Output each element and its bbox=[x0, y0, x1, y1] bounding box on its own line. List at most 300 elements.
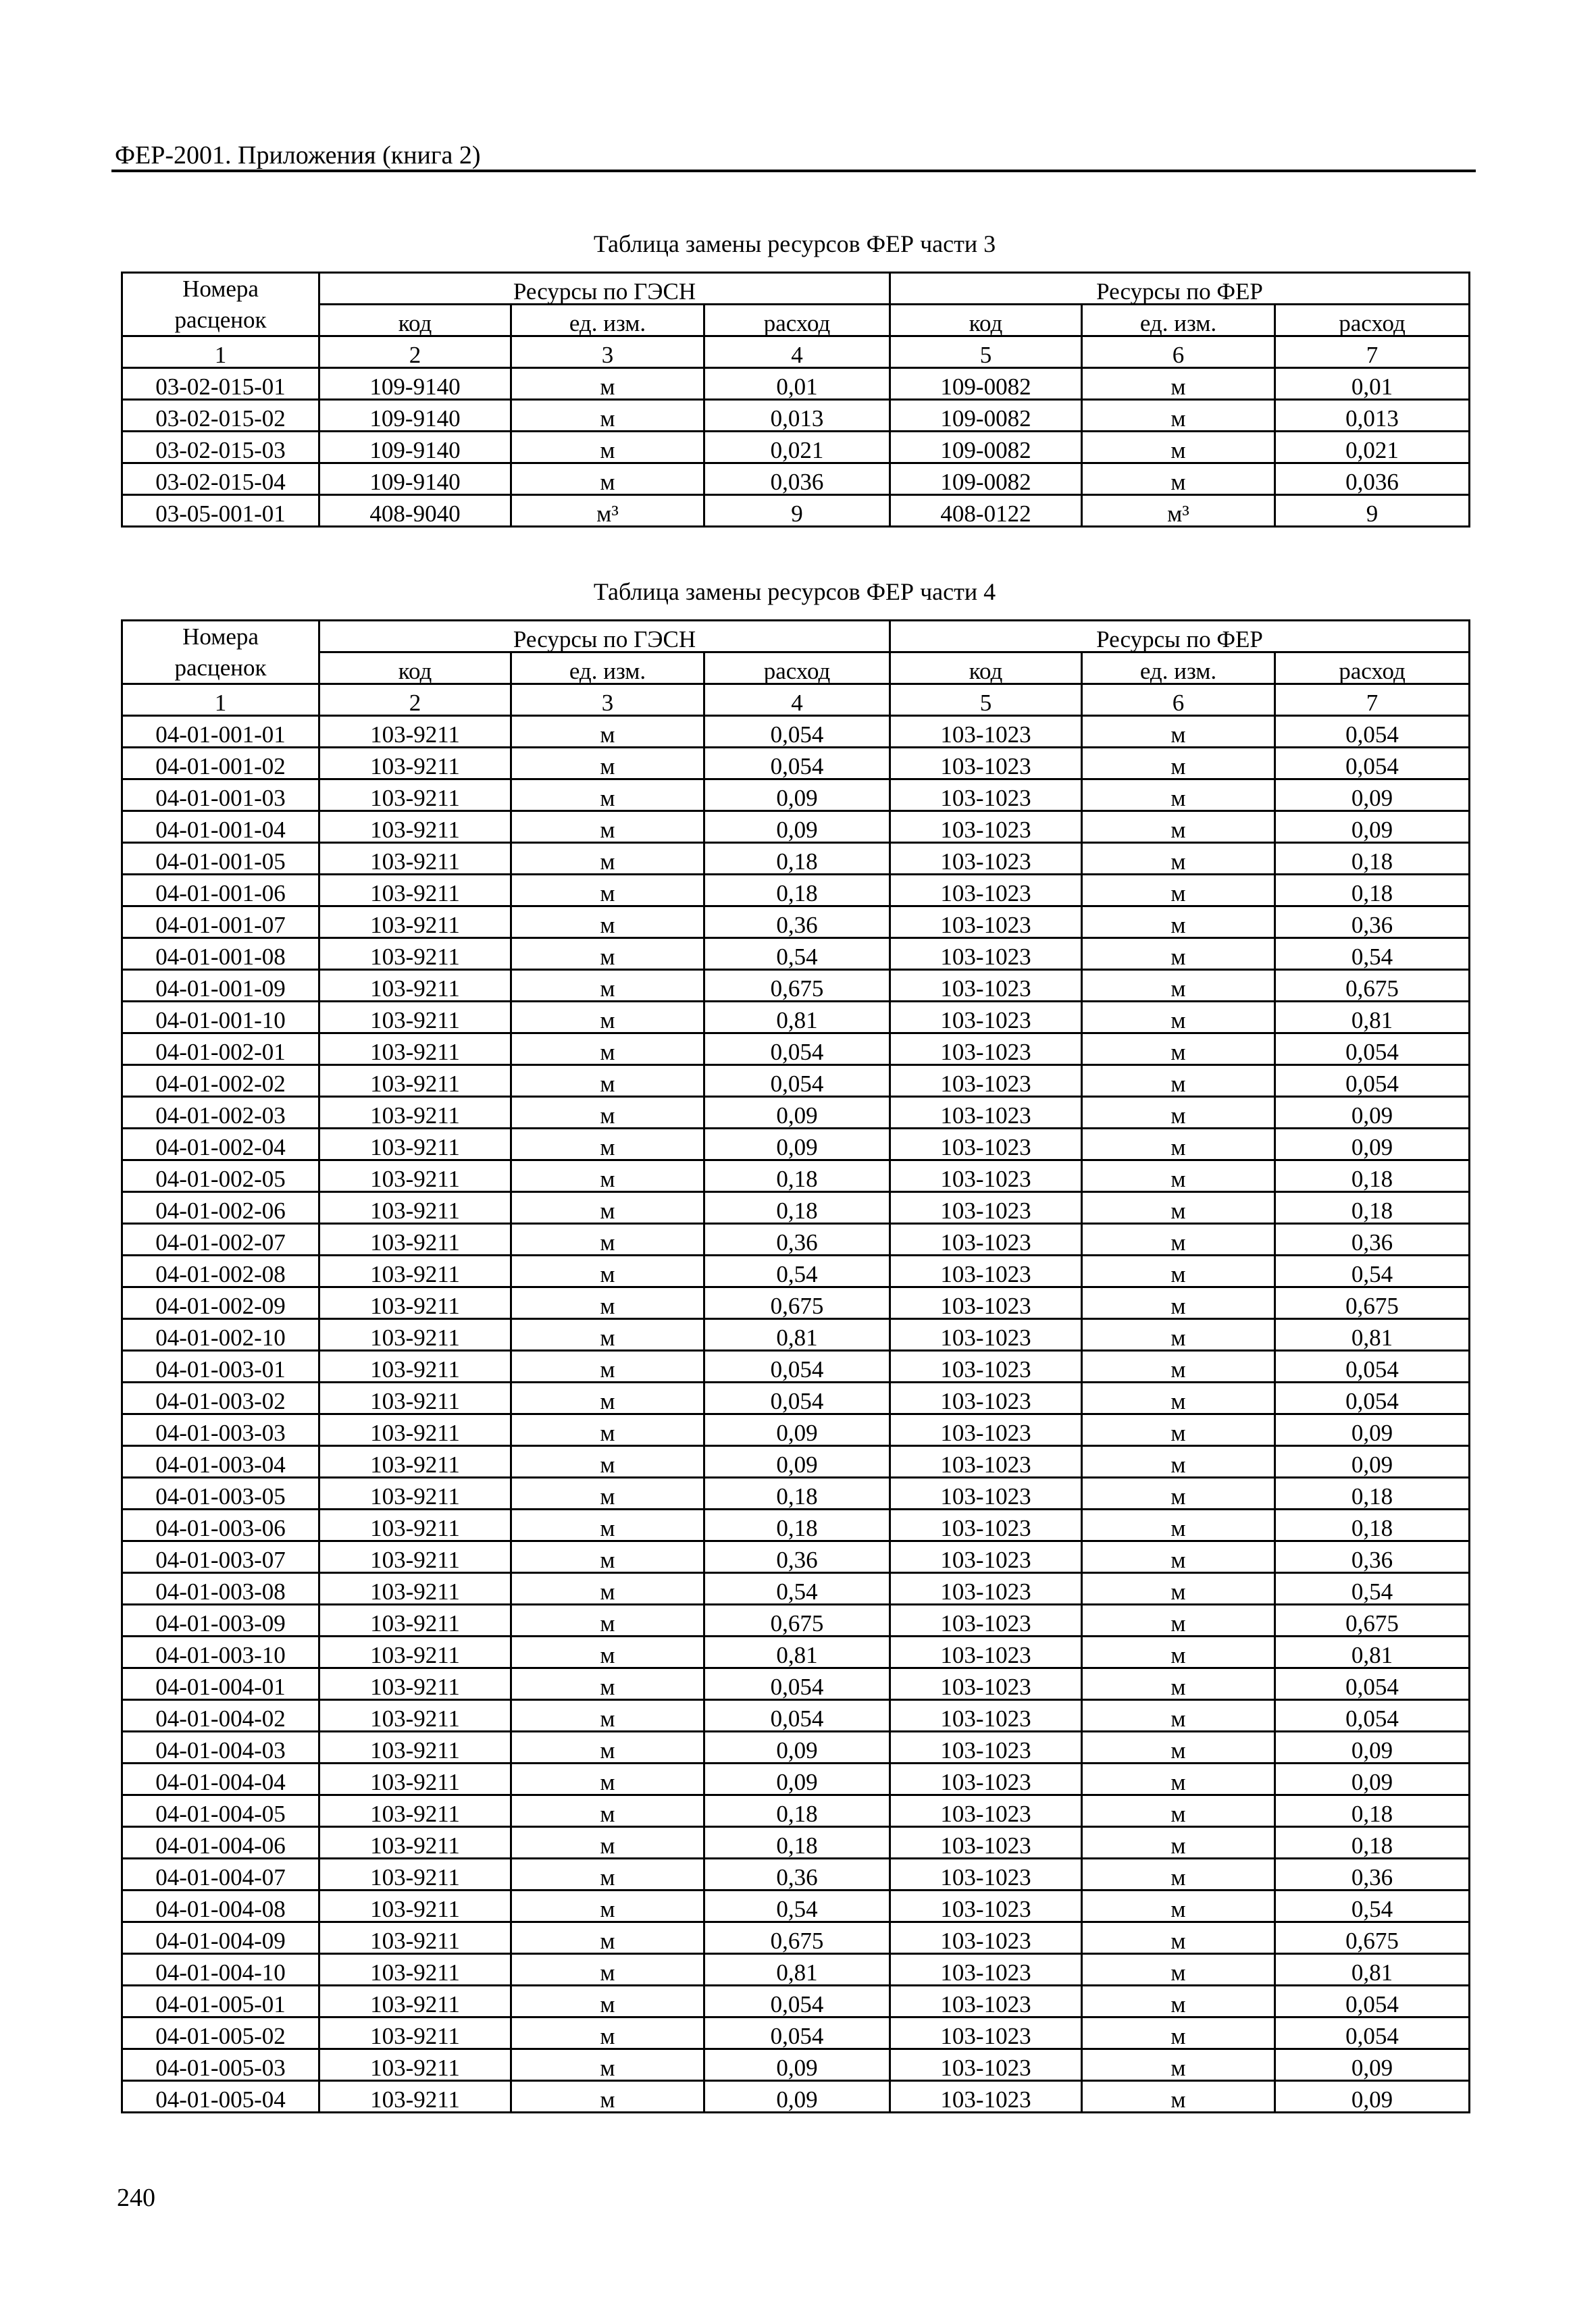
rate-number: 03-02-015-02 bbox=[122, 400, 319, 432]
table-row bbox=[122, 1129, 1470, 1160]
fer-consumption: 0,01 bbox=[1275, 368, 1470, 400]
fer-consumption: 0,021 bbox=[1275, 432, 1470, 463]
gesn-consumption: 0,54 bbox=[704, 1256, 890, 1287]
gesn-consumption: 0,81 bbox=[704, 1954, 890, 1986]
gesn-consumption: 0,01 bbox=[704, 368, 890, 400]
fer-unit: м bbox=[1082, 1700, 1275, 1732]
fer-unit: м bbox=[1082, 1732, 1275, 1764]
fer-code: 103-1023 bbox=[890, 970, 1082, 1002]
fer-code: 103-1023 bbox=[890, 1414, 1082, 1446]
header-rate-numbers-line2: расценок bbox=[174, 306, 267, 333]
fer-code: 103-1023 bbox=[890, 1383, 1082, 1414]
fer-unit: м³ bbox=[1082, 495, 1275, 527]
header-row-columns bbox=[122, 305, 1470, 336]
rate-number: 04-01-002-03 bbox=[122, 1097, 319, 1129]
fer-consumption: 0,675 bbox=[1275, 1605, 1470, 1637]
fer-code: 103-1023 bbox=[890, 2049, 1082, 2081]
rate-number: 04-01-004-03 bbox=[122, 1732, 319, 1764]
fer-code: 103-1023 bbox=[890, 1192, 1082, 1224]
fer-consumption: 0,054 bbox=[1275, 1383, 1470, 1414]
fer-consumption: 0,054 bbox=[1275, 1700, 1470, 1732]
fer-consumption: 0,09 bbox=[1275, 1764, 1470, 1795]
column-number: 7 bbox=[1275, 684, 1470, 716]
fer-unit: м bbox=[1082, 716, 1275, 748]
fer-code: 103-1023 bbox=[890, 1256, 1082, 1287]
gesn-unit: м bbox=[511, 432, 704, 463]
column-number: 2 bbox=[319, 336, 511, 368]
header-gesn-resources: Ресурсы по ГЭСН bbox=[319, 273, 890, 305]
rate-number: 04-01-002-10 bbox=[122, 1319, 319, 1351]
fer-consumption: 0,675 bbox=[1275, 1287, 1470, 1319]
table-row bbox=[122, 1795, 1470, 1827]
gesn-consumption: 0,18 bbox=[704, 1795, 890, 1827]
fer-code: 103-1023 bbox=[890, 1922, 1082, 1954]
fer-consumption: 0,81 bbox=[1275, 1954, 1470, 1986]
fer-consumption: 9 bbox=[1275, 495, 1470, 527]
gesn-unit: м bbox=[511, 1224, 704, 1256]
gesn-unit: м bbox=[511, 1573, 704, 1605]
fer-unit: м bbox=[1082, 1256, 1275, 1287]
column-number: 2 bbox=[319, 684, 511, 716]
gesn-consumption: 0,09 bbox=[704, 1446, 890, 1478]
header-row-groups bbox=[122, 273, 1470, 305]
table-row bbox=[122, 811, 1470, 843]
gesn-code: 109-9140 bbox=[319, 368, 511, 400]
header-fer-consumption: расход bbox=[1275, 305, 1470, 336]
fer-unit: м bbox=[1082, 1097, 1275, 1129]
gesn-code: 103-9211 bbox=[319, 1033, 511, 1065]
rate-number: 04-01-002-01 bbox=[122, 1033, 319, 1065]
fer-code: 103-1023 bbox=[890, 1065, 1082, 1097]
table-row bbox=[122, 1319, 1470, 1351]
table-row bbox=[122, 1414, 1470, 1446]
rate-number: 04-01-004-06 bbox=[122, 1827, 319, 1859]
gesn-code: 103-9211 bbox=[319, 1605, 511, 1637]
fer-code: 103-1023 bbox=[890, 1129, 1082, 1160]
gesn-code: 103-9211 bbox=[319, 1224, 511, 1256]
table-row bbox=[122, 716, 1470, 748]
rate-number: 03-02-015-01 bbox=[122, 368, 319, 400]
fer-consumption: 0,054 bbox=[1275, 716, 1470, 748]
fer-consumption: 0,36 bbox=[1275, 1541, 1470, 1573]
fer-unit: м bbox=[1082, 1605, 1275, 1637]
fer-code: 103-1023 bbox=[890, 1541, 1082, 1573]
rate-number: 04-01-005-04 bbox=[122, 2081, 319, 2113]
gesn-unit: м bbox=[511, 1954, 704, 1986]
fer-unit: м bbox=[1082, 938, 1275, 970]
gesn-unit: м bbox=[511, 1922, 704, 1954]
gesn-code: 103-9211 bbox=[319, 875, 511, 906]
fer-code: 103-1023 bbox=[890, 875, 1082, 906]
gesn-code: 103-9211 bbox=[319, 1129, 511, 1160]
fer-unit: м bbox=[1082, 1160, 1275, 1192]
gesn-unit: м bbox=[511, 368, 704, 400]
fer-code: 408-0122 bbox=[890, 495, 1082, 527]
gesn-unit: м bbox=[511, 811, 704, 843]
gesn-unit: м bbox=[511, 875, 704, 906]
gesn-unit: м bbox=[511, 463, 704, 495]
rate-number: 04-01-001-03 bbox=[122, 779, 319, 811]
gesn-code: 103-9211 bbox=[319, 1795, 511, 1827]
table-row bbox=[122, 875, 1470, 906]
fer-code: 103-1023 bbox=[890, 1668, 1082, 1700]
gesn-unit: м bbox=[511, 1160, 704, 1192]
gesn-consumption: 0,54 bbox=[704, 938, 890, 970]
gesn-consumption: 0,36 bbox=[704, 1224, 890, 1256]
fer-consumption: 0,054 bbox=[1275, 748, 1470, 779]
header-row-numbers bbox=[122, 684, 1470, 716]
fer-code: 103-1023 bbox=[890, 1700, 1082, 1732]
gesn-unit: м bbox=[511, 1732, 704, 1764]
gesn-unit: м bbox=[511, 1319, 704, 1351]
gesn-unit: м bbox=[511, 1859, 704, 1891]
fer-code: 103-1023 bbox=[890, 1954, 1082, 1986]
fer-consumption: 0,36 bbox=[1275, 1859, 1470, 1891]
gesn-code: 103-9211 bbox=[319, 1827, 511, 1859]
gesn-unit: м bbox=[511, 1065, 704, 1097]
fer-unit: м bbox=[1082, 1446, 1275, 1478]
fer-unit: м bbox=[1082, 1922, 1275, 1954]
fer-unit: м bbox=[1082, 779, 1275, 811]
gesn-unit: м bbox=[511, 1287, 704, 1319]
gesn-consumption: 0,675 bbox=[704, 1605, 890, 1637]
gesn-unit: м bbox=[511, 1668, 704, 1700]
fer-unit: м bbox=[1082, 368, 1275, 400]
gesn-unit: м bbox=[511, 1827, 704, 1859]
table-row bbox=[122, 970, 1470, 1002]
fer-unit: м bbox=[1082, 1414, 1275, 1446]
column-number: 7 bbox=[1275, 336, 1470, 368]
gesn-unit: м bbox=[511, 1541, 704, 1573]
rate-number: 04-01-004-04 bbox=[122, 1764, 319, 1795]
gesn-consumption: 0,054 bbox=[704, 1700, 890, 1732]
rate-number: 04-01-003-01 bbox=[122, 1351, 319, 1383]
gesn-consumption: 0,675 bbox=[704, 970, 890, 1002]
rate-number: 04-01-003-07 bbox=[122, 1541, 319, 1573]
gesn-consumption: 0,09 bbox=[704, 1732, 890, 1764]
fer-code: 103-1023 bbox=[890, 2017, 1082, 2049]
fer-code: 103-1023 bbox=[890, 748, 1082, 779]
fer-code: 103-1023 bbox=[890, 1859, 1082, 1891]
gesn-code: 103-9211 bbox=[319, 1478, 511, 1510]
fer-unit: м bbox=[1082, 432, 1275, 463]
gesn-code: 103-9211 bbox=[319, 1891, 511, 1922]
fer-consumption: 0,81 bbox=[1275, 1637, 1470, 1668]
fer-code: 103-1023 bbox=[890, 1795, 1082, 1827]
fer-code: 103-1023 bbox=[890, 906, 1082, 938]
running-head-title: ФЕР-2001. Приложения (книга 2) bbox=[115, 141, 481, 170]
fer-code: 103-1023 bbox=[890, 1605, 1082, 1637]
rate-number: 04-01-003-03 bbox=[122, 1414, 319, 1446]
gesn-unit: м bbox=[511, 2017, 704, 2049]
header-fer-consumption: расход bbox=[1275, 652, 1470, 684]
rate-number: 04-01-001-09 bbox=[122, 970, 319, 1002]
gesn-code: 103-9211 bbox=[319, 1097, 511, 1129]
table-row bbox=[122, 779, 1470, 811]
header-rate-numbers bbox=[122, 621, 319, 684]
header-fer-code: код bbox=[890, 652, 1082, 684]
rate-number: 04-01-004-08 bbox=[122, 1891, 319, 1922]
gesn-consumption: 0,18 bbox=[704, 875, 890, 906]
table-row bbox=[122, 938, 1470, 970]
fer-unit: м bbox=[1082, 811, 1275, 843]
fer-code: 109-0082 bbox=[890, 368, 1082, 400]
gesn-unit: м bbox=[511, 1986, 704, 2017]
fer-unit: м bbox=[1082, 463, 1275, 495]
gesn-consumption: 0,054 bbox=[704, 1351, 890, 1383]
gesn-consumption: 0,54 bbox=[704, 1891, 890, 1922]
table-row bbox=[122, 1922, 1470, 1954]
fer-unit: м bbox=[1082, 843, 1275, 875]
column-number: 5 bbox=[890, 336, 1082, 368]
gesn-consumption: 0,81 bbox=[704, 1319, 890, 1351]
fer-consumption: 0,18 bbox=[1275, 1160, 1470, 1192]
gesn-code: 103-9211 bbox=[319, 1351, 511, 1383]
fer-unit: м bbox=[1082, 1668, 1275, 1700]
gesn-code: 103-9211 bbox=[319, 1256, 511, 1287]
gesn-consumption: 0,054 bbox=[704, 2017, 890, 2049]
header-gesn-unit: ед. изм. bbox=[511, 652, 704, 684]
table-row bbox=[122, 1827, 1470, 1859]
rate-number: 04-01-004-07 bbox=[122, 1859, 319, 1891]
fer-unit: м bbox=[1082, 1859, 1275, 1891]
fer-code: 103-1023 bbox=[890, 2081, 1082, 2113]
fer-consumption: 0,675 bbox=[1275, 1922, 1470, 1954]
fer-consumption: 0,054 bbox=[1275, 1351, 1470, 1383]
gesn-unit: м bbox=[511, 400, 704, 432]
gesn-consumption: 0,675 bbox=[704, 1287, 890, 1319]
fer-code: 103-1023 bbox=[890, 1637, 1082, 1668]
gesn-unit: м bbox=[511, 1002, 704, 1033]
fer-code: 109-0082 bbox=[890, 463, 1082, 495]
fer-consumption: 0,09 bbox=[1275, 1414, 1470, 1446]
rate-number: 04-01-005-02 bbox=[122, 2017, 319, 2049]
gesn-code: 103-9211 bbox=[319, 1065, 511, 1097]
fer-consumption: 0,81 bbox=[1275, 1319, 1470, 1351]
fer-code: 109-0082 bbox=[890, 432, 1082, 463]
column-number: 6 bbox=[1082, 684, 1275, 716]
header-fer-unit: ед. изм. bbox=[1082, 305, 1275, 336]
gesn-consumption: 0,054 bbox=[704, 1065, 890, 1097]
fer-consumption: 0,18 bbox=[1275, 1192, 1470, 1224]
table-row bbox=[122, 1097, 1470, 1129]
gesn-consumption: 0,054 bbox=[704, 1033, 890, 1065]
gesn-code: 103-9211 bbox=[319, 2049, 511, 2081]
fer-unit: м bbox=[1082, 1478, 1275, 1510]
fer-unit: м bbox=[1082, 1891, 1275, 1922]
fer-code: 103-1023 bbox=[890, 1224, 1082, 1256]
fer-consumption: 0,054 bbox=[1275, 1986, 1470, 2017]
gesn-unit: м bbox=[511, 1510, 704, 1541]
rate-number: 04-01-001-10 bbox=[122, 1002, 319, 1033]
header-gesn-code: код bbox=[319, 652, 511, 684]
fer-code: 103-1023 bbox=[890, 1891, 1082, 1922]
table-row bbox=[122, 368, 1470, 400]
fer-consumption: 0,054 bbox=[1275, 1668, 1470, 1700]
gesn-unit: м bbox=[511, 1192, 704, 1224]
column-number: 1 bbox=[122, 336, 319, 368]
gesn-unit: м bbox=[511, 1256, 704, 1287]
header-fer-resources: Ресурсы по ФЕР bbox=[890, 621, 1470, 652]
gesn-code: 103-9211 bbox=[319, 1859, 511, 1891]
table-row bbox=[122, 1383, 1470, 1414]
gesn-consumption: 0,054 bbox=[704, 1668, 890, 1700]
table-row bbox=[122, 1478, 1470, 1510]
fer-code: 103-1023 bbox=[890, 1287, 1082, 1319]
table4-caption: Таблица замены ресурсов ФЕР части 4 bbox=[593, 578, 996, 605]
header-fer-resources: Ресурсы по ФЕР bbox=[890, 273, 1470, 305]
fer-unit: м bbox=[1082, 400, 1275, 432]
rate-number: 04-01-005-01 bbox=[122, 1986, 319, 2017]
fer-unit: м bbox=[1082, 2049, 1275, 2081]
gesn-consumption: 0,09 bbox=[704, 2049, 890, 2081]
table-row bbox=[122, 1002, 1470, 1033]
rate-number: 04-01-001-04 bbox=[122, 811, 319, 843]
fer-consumption: 0,18 bbox=[1275, 1795, 1470, 1827]
gesn-consumption: 0,013 bbox=[704, 400, 890, 432]
fer-unit: м bbox=[1082, 1287, 1275, 1319]
table-row bbox=[122, 1859, 1470, 1891]
gesn-code: 103-9211 bbox=[319, 1986, 511, 2017]
fer-consumption: 0,013 bbox=[1275, 400, 1470, 432]
fer-code: 103-1023 bbox=[890, 1478, 1082, 1510]
column-number: 4 bbox=[704, 684, 890, 716]
gesn-code: 103-9211 bbox=[319, 970, 511, 1002]
gesn-consumption: 0,09 bbox=[704, 1414, 890, 1446]
table-row bbox=[122, 1954, 1470, 1986]
fer-unit: м bbox=[1082, 1795, 1275, 1827]
fer-code: 103-1023 bbox=[890, 1732, 1082, 1764]
rate-number: 04-01-002-09 bbox=[122, 1287, 319, 1319]
gesn-consumption: 0,09 bbox=[704, 1097, 890, 1129]
page-number: 240 bbox=[117, 2184, 155, 2212]
gesn-code: 103-9211 bbox=[319, 1668, 511, 1700]
table-part-3 bbox=[121, 272, 1470, 528]
rate-number: 03-05-001-01 bbox=[122, 495, 319, 527]
gesn-code: 103-9211 bbox=[319, 1764, 511, 1795]
fer-consumption: 0,054 bbox=[1275, 1065, 1470, 1097]
table-row bbox=[122, 1891, 1470, 1922]
fer-consumption: 0,09 bbox=[1275, 1129, 1470, 1160]
gesn-consumption: 0,18 bbox=[704, 1510, 890, 1541]
gesn-code: 103-9211 bbox=[319, 906, 511, 938]
rate-number: 04-01-004-05 bbox=[122, 1795, 319, 1827]
table3-caption: Таблица замены ресурсов ФЕР части 3 bbox=[593, 230, 996, 257]
gesn-unit: м bbox=[511, 1637, 704, 1668]
fer-unit: м bbox=[1082, 1541, 1275, 1573]
gesn-unit: м bbox=[511, 779, 704, 811]
gesn-code: 103-9211 bbox=[319, 1700, 511, 1732]
rate-number: 04-01-003-06 bbox=[122, 1510, 319, 1541]
table-row bbox=[122, 1510, 1470, 1541]
gesn-consumption: 0,36 bbox=[704, 906, 890, 938]
gesn-code: 103-9211 bbox=[319, 1446, 511, 1478]
rate-number: 04-01-001-08 bbox=[122, 938, 319, 970]
gesn-consumption: 0,09 bbox=[704, 2081, 890, 2113]
fer-code: 103-1023 bbox=[890, 1986, 1082, 2017]
fer-consumption: 0,54 bbox=[1275, 1891, 1470, 1922]
fer-code: 103-1023 bbox=[890, 1033, 1082, 1065]
fer-consumption: 0,54 bbox=[1275, 1256, 1470, 1287]
header-row-columns bbox=[122, 652, 1470, 684]
fer-code: 103-1023 bbox=[890, 843, 1082, 875]
gesn-unit: м bbox=[511, 1446, 704, 1478]
fer-unit: м bbox=[1082, 1065, 1275, 1097]
fer-unit: м bbox=[1082, 1383, 1275, 1414]
gesn-unit: м bbox=[511, 1129, 704, 1160]
table-row bbox=[122, 1637, 1470, 1668]
column-number: 3 bbox=[511, 336, 704, 368]
fer-unit: м bbox=[1082, 1637, 1275, 1668]
gesn-unit: м bbox=[511, 1097, 704, 1129]
table-row bbox=[122, 1764, 1470, 1795]
gesn-consumption: 0,54 bbox=[704, 1573, 890, 1605]
fer-consumption: 0,09 bbox=[1275, 2049, 1470, 2081]
gesn-consumption: 0,18 bbox=[704, 1192, 890, 1224]
rate-number: 04-01-001-06 bbox=[122, 875, 319, 906]
fer-consumption: 0,18 bbox=[1275, 1510, 1470, 1541]
fer-unit: м bbox=[1082, 970, 1275, 1002]
gesn-consumption: 0,18 bbox=[704, 1827, 890, 1859]
fer-consumption: 0,036 bbox=[1275, 463, 1470, 495]
table-row bbox=[122, 432, 1470, 463]
fer-consumption: 0,09 bbox=[1275, 779, 1470, 811]
header-gesn-unit: ед. изм. bbox=[511, 305, 704, 336]
fer-unit: м bbox=[1082, 1954, 1275, 1986]
gesn-code: 103-9211 bbox=[319, 748, 511, 779]
gesn-consumption: 0,81 bbox=[704, 1002, 890, 1033]
table-row bbox=[122, 2081, 1470, 2113]
gesn-unit: м bbox=[511, 1414, 704, 1446]
fer-consumption: 0,09 bbox=[1275, 1732, 1470, 1764]
fer-unit: м bbox=[1082, 1033, 1275, 1065]
gesn-code: 103-9211 bbox=[319, 811, 511, 843]
rate-number: 03-02-015-04 bbox=[122, 463, 319, 495]
rate-number: 04-01-001-07 bbox=[122, 906, 319, 938]
gesn-consumption: 0,09 bbox=[704, 779, 890, 811]
gesn-code: 109-9140 bbox=[319, 432, 511, 463]
gesn-code: 103-9211 bbox=[319, 2017, 511, 2049]
fer-unit: м bbox=[1082, 1510, 1275, 1541]
header-rate-numbers-line1: Номера bbox=[182, 276, 259, 302]
table-row bbox=[122, 1446, 1470, 1478]
gesn-consumption: 0,675 bbox=[704, 1922, 890, 1954]
column-number: 6 bbox=[1082, 336, 1275, 368]
gesn-code: 103-9211 bbox=[319, 938, 511, 970]
gesn-code: 103-9211 bbox=[319, 1319, 511, 1351]
gesn-unit: м bbox=[511, 1891, 704, 1922]
table-row bbox=[122, 1732, 1470, 1764]
column-number: 1 bbox=[122, 684, 319, 716]
table-row bbox=[122, 1033, 1470, 1065]
fer-consumption: 0,09 bbox=[1275, 2081, 1470, 2113]
fer-code: 103-1023 bbox=[890, 716, 1082, 748]
table-row bbox=[122, 2017, 1470, 2049]
header-rule bbox=[111, 170, 1476, 172]
fer-consumption: 0,18 bbox=[1275, 1478, 1470, 1510]
fer-consumption: 0,54 bbox=[1275, 938, 1470, 970]
table-row bbox=[122, 1541, 1470, 1573]
fer-code: 109-0082 bbox=[890, 400, 1082, 432]
rate-number: 04-01-003-09 bbox=[122, 1605, 319, 1637]
fer-code: 103-1023 bbox=[890, 1097, 1082, 1129]
gesn-code: 103-9211 bbox=[319, 2081, 511, 2113]
gesn-unit: м bbox=[511, 716, 704, 748]
rate-number: 04-01-001-01 bbox=[122, 716, 319, 748]
table-row bbox=[122, 1986, 1470, 2017]
fer-unit: м bbox=[1082, 1129, 1275, 1160]
rate-number: 04-01-004-09 bbox=[122, 1922, 319, 1954]
